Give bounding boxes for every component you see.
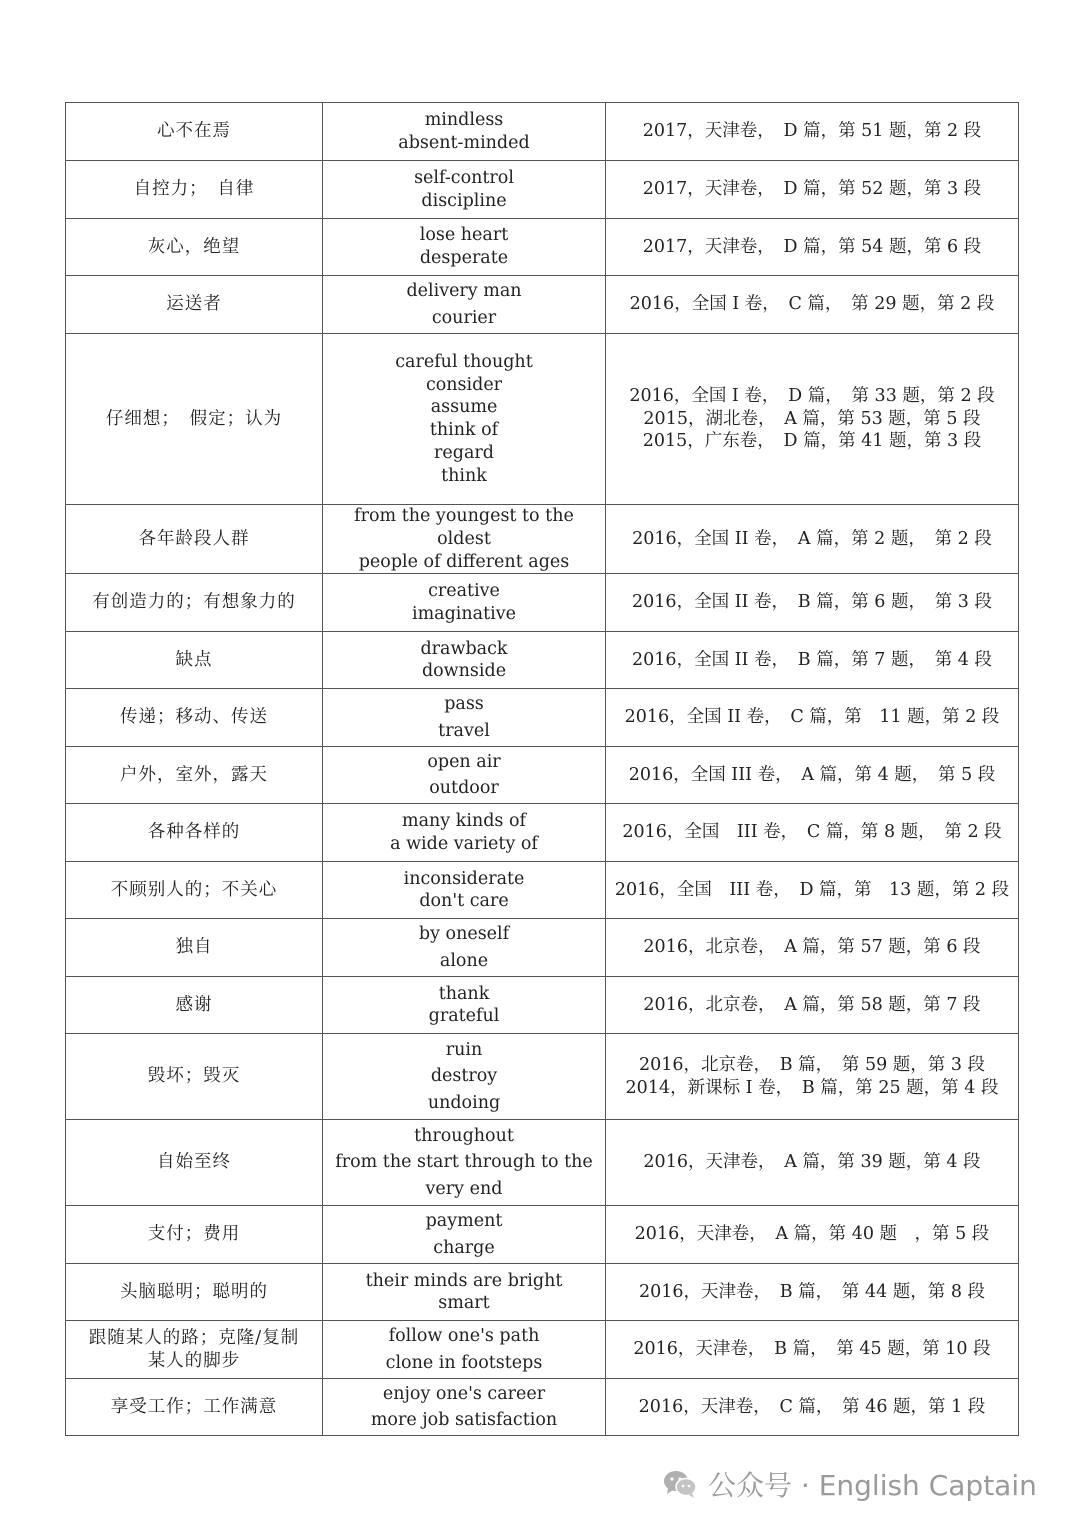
chinese-cell: 感谢 — [66, 977, 323, 1034]
source-cell: 2016，北京卷， A 篇，第 58 题，第 7 段 — [606, 977, 1019, 1034]
english-cell: from the youngest to the oldest people of different ages — [323, 505, 606, 574]
source-cell: 2016，全国 III 卷， A 篇，第 4 题， 第 5 段 — [606, 747, 1019, 804]
chinese-cell: 享受工作；工作满意 — [66, 1379, 323, 1436]
source-cell: 2016，天津卷， C 篇， 第 46 题，第 1 段 — [606, 1379, 1019, 1436]
english-cell: enjoy one's career more job satisfaction — [323, 1379, 606, 1436]
chinese-cell: 运送者 — [66, 276, 323, 334]
table-row — [66, 219, 1019, 276]
source-cell: 2016，全国 I 卷， D 篇， 第 33 题，第 2 段 2015，湖北卷， A 篇，第 53 题，第 5 段 2015，广东卷， D 篇，第 41 题，第 3 段 — [606, 334, 1019, 505]
english-cell: mindless absent-minded — [323, 103, 606, 161]
english-cell: open air outdoor — [323, 747, 606, 804]
chinese-cell: 户外，室外，露天 — [66, 747, 323, 804]
table-row — [66, 977, 1019, 1034]
chinese-cell: 传递；移动、传送 — [66, 689, 323, 747]
source-cell: 2016，全国 I 卷， C 篇， 第 29 题，第 2 段 — [606, 276, 1019, 334]
english-cell: ruin destroy undoing — [323, 1034, 606, 1120]
chinese-cell: 支付；费用 — [66, 1206, 323, 1264]
english-cell: careful thought consider assume think of regard think — [323, 334, 606, 505]
chinese-cell: 心不在焉 — [66, 103, 323, 161]
english-cell: drawback downside — [323, 632, 606, 689]
table-row — [66, 689, 1019, 747]
chinese-cell: 自始至终 — [66, 1120, 323, 1206]
chinese-cell: 毁坏；毁灭 — [66, 1034, 323, 1120]
source-cell: 2016，全国 II 卷， B 篇，第 6 题， 第 3 段 — [606, 574, 1019, 632]
table-row — [66, 862, 1019, 919]
table-row — [66, 276, 1019, 334]
source-cell: 2016，全国 II 卷， C 篇，第 11 题，第 2 段 — [606, 689, 1019, 747]
english-cell: payment charge — [323, 1206, 606, 1264]
table-row — [66, 632, 1019, 689]
chinese-cell: 缺点 — [66, 632, 323, 689]
watermark-text: 公众号 · English Captain — [708, 1469, 1037, 1502]
table-row — [66, 334, 1019, 505]
table-row — [66, 804, 1019, 862]
english-cell: inconsiderate don't care — [323, 862, 606, 919]
watermark — [662, 1468, 1037, 1500]
source-cell: 2017，天津卷， D 篇，第 52 题，第 3 段 — [606, 161, 1019, 219]
english-cell: many kinds of a wide variety of — [323, 804, 606, 862]
english-cell: throughout from the start through to the very end — [323, 1120, 606, 1206]
chinese-cell: 各年龄段人群 — [66, 505, 323, 574]
source-cell: 2016，天津卷， B 篇， 第 44 题，第 8 段 — [606, 1264, 1019, 1321]
table-row — [66, 919, 1019, 977]
table-row — [66, 1321, 1019, 1379]
chinese-cell: 头脑聪明；聪明的 — [66, 1264, 323, 1321]
chinese-cell: 仔细想； 假定；认为 — [66, 334, 323, 505]
chinese-cell: 各种各样的 — [66, 804, 323, 862]
english-cell: their minds are bright smart — [323, 1264, 606, 1321]
english-cell: thank grateful — [323, 977, 606, 1034]
table-row — [66, 103, 1019, 161]
source-cell: 2017，天津卷， D 篇，第 51 题，第 2 段 — [606, 103, 1019, 161]
english-cell: lose heart desperate — [323, 219, 606, 276]
chinese-cell: 不顾别人的；不关心 — [66, 862, 323, 919]
table-row — [66, 1264, 1019, 1321]
table-row — [66, 505, 1019, 574]
chinese-cell: 有创造力的；有想象力的 — [66, 574, 323, 632]
source-cell: 2016，天津卷， A 篇，第 39 题，第 4 段 — [606, 1120, 1019, 1206]
table-row — [66, 1379, 1019, 1436]
english-cell: by oneself alone — [323, 919, 606, 977]
table-row — [66, 574, 1019, 632]
source-cell: 2016，天津卷， B 篇， 第 45 题，第 10 段 — [606, 1321, 1019, 1379]
source-cell: 2016，全国 III 卷， C 篇，第 8 题， 第 2 段 — [606, 804, 1019, 862]
table-row — [66, 161, 1019, 219]
table-row — [66, 1206, 1019, 1264]
source-cell: 2016，全国 II 卷， B 篇，第 7 题， 第 4 段 — [606, 632, 1019, 689]
chinese-cell: 独自 — [66, 919, 323, 977]
english-cell: creative imaginative — [323, 574, 606, 632]
wechat-icon — [662, 1468, 698, 1500]
english-cell: pass travel — [323, 689, 606, 747]
chinese-cell: 灰心，绝望 — [66, 219, 323, 276]
vocabulary-table — [65, 102, 1019, 1436]
source-cell: 2016，北京卷， B 篇， 第 59 题，第 3 段 2014，新课标 I 卷， B 篇，第 25 题，第 4 段 — [606, 1034, 1019, 1120]
english-cell: follow one's path clone in footsteps — [323, 1321, 606, 1379]
source-cell: 2017，天津卷， D 篇，第 54 题，第 6 段 — [606, 219, 1019, 276]
english-cell: delivery man courier — [323, 276, 606, 334]
chinese-cell: 自控力； 自律 — [66, 161, 323, 219]
source-cell: 2016，北京卷， A 篇，第 57 题，第 6 段 — [606, 919, 1019, 977]
source-cell: 2016，全国 III 卷， D 篇，第 13 题，第 2 段 — [606, 862, 1019, 919]
source-cell: 2016，天津卷， A 篇，第 40 题 ，第 5 段 — [606, 1206, 1019, 1264]
table-row — [66, 1034, 1019, 1120]
source-cell: 2016，全国 II 卷， A 篇，第 2 题， 第 2 段 — [606, 505, 1019, 574]
english-cell: self-control discipline — [323, 161, 606, 219]
table-row — [66, 747, 1019, 804]
table-row — [66, 1120, 1019, 1206]
chinese-cell: 跟随某人的路；克隆/复制 某人的脚步 — [66, 1321, 323, 1379]
